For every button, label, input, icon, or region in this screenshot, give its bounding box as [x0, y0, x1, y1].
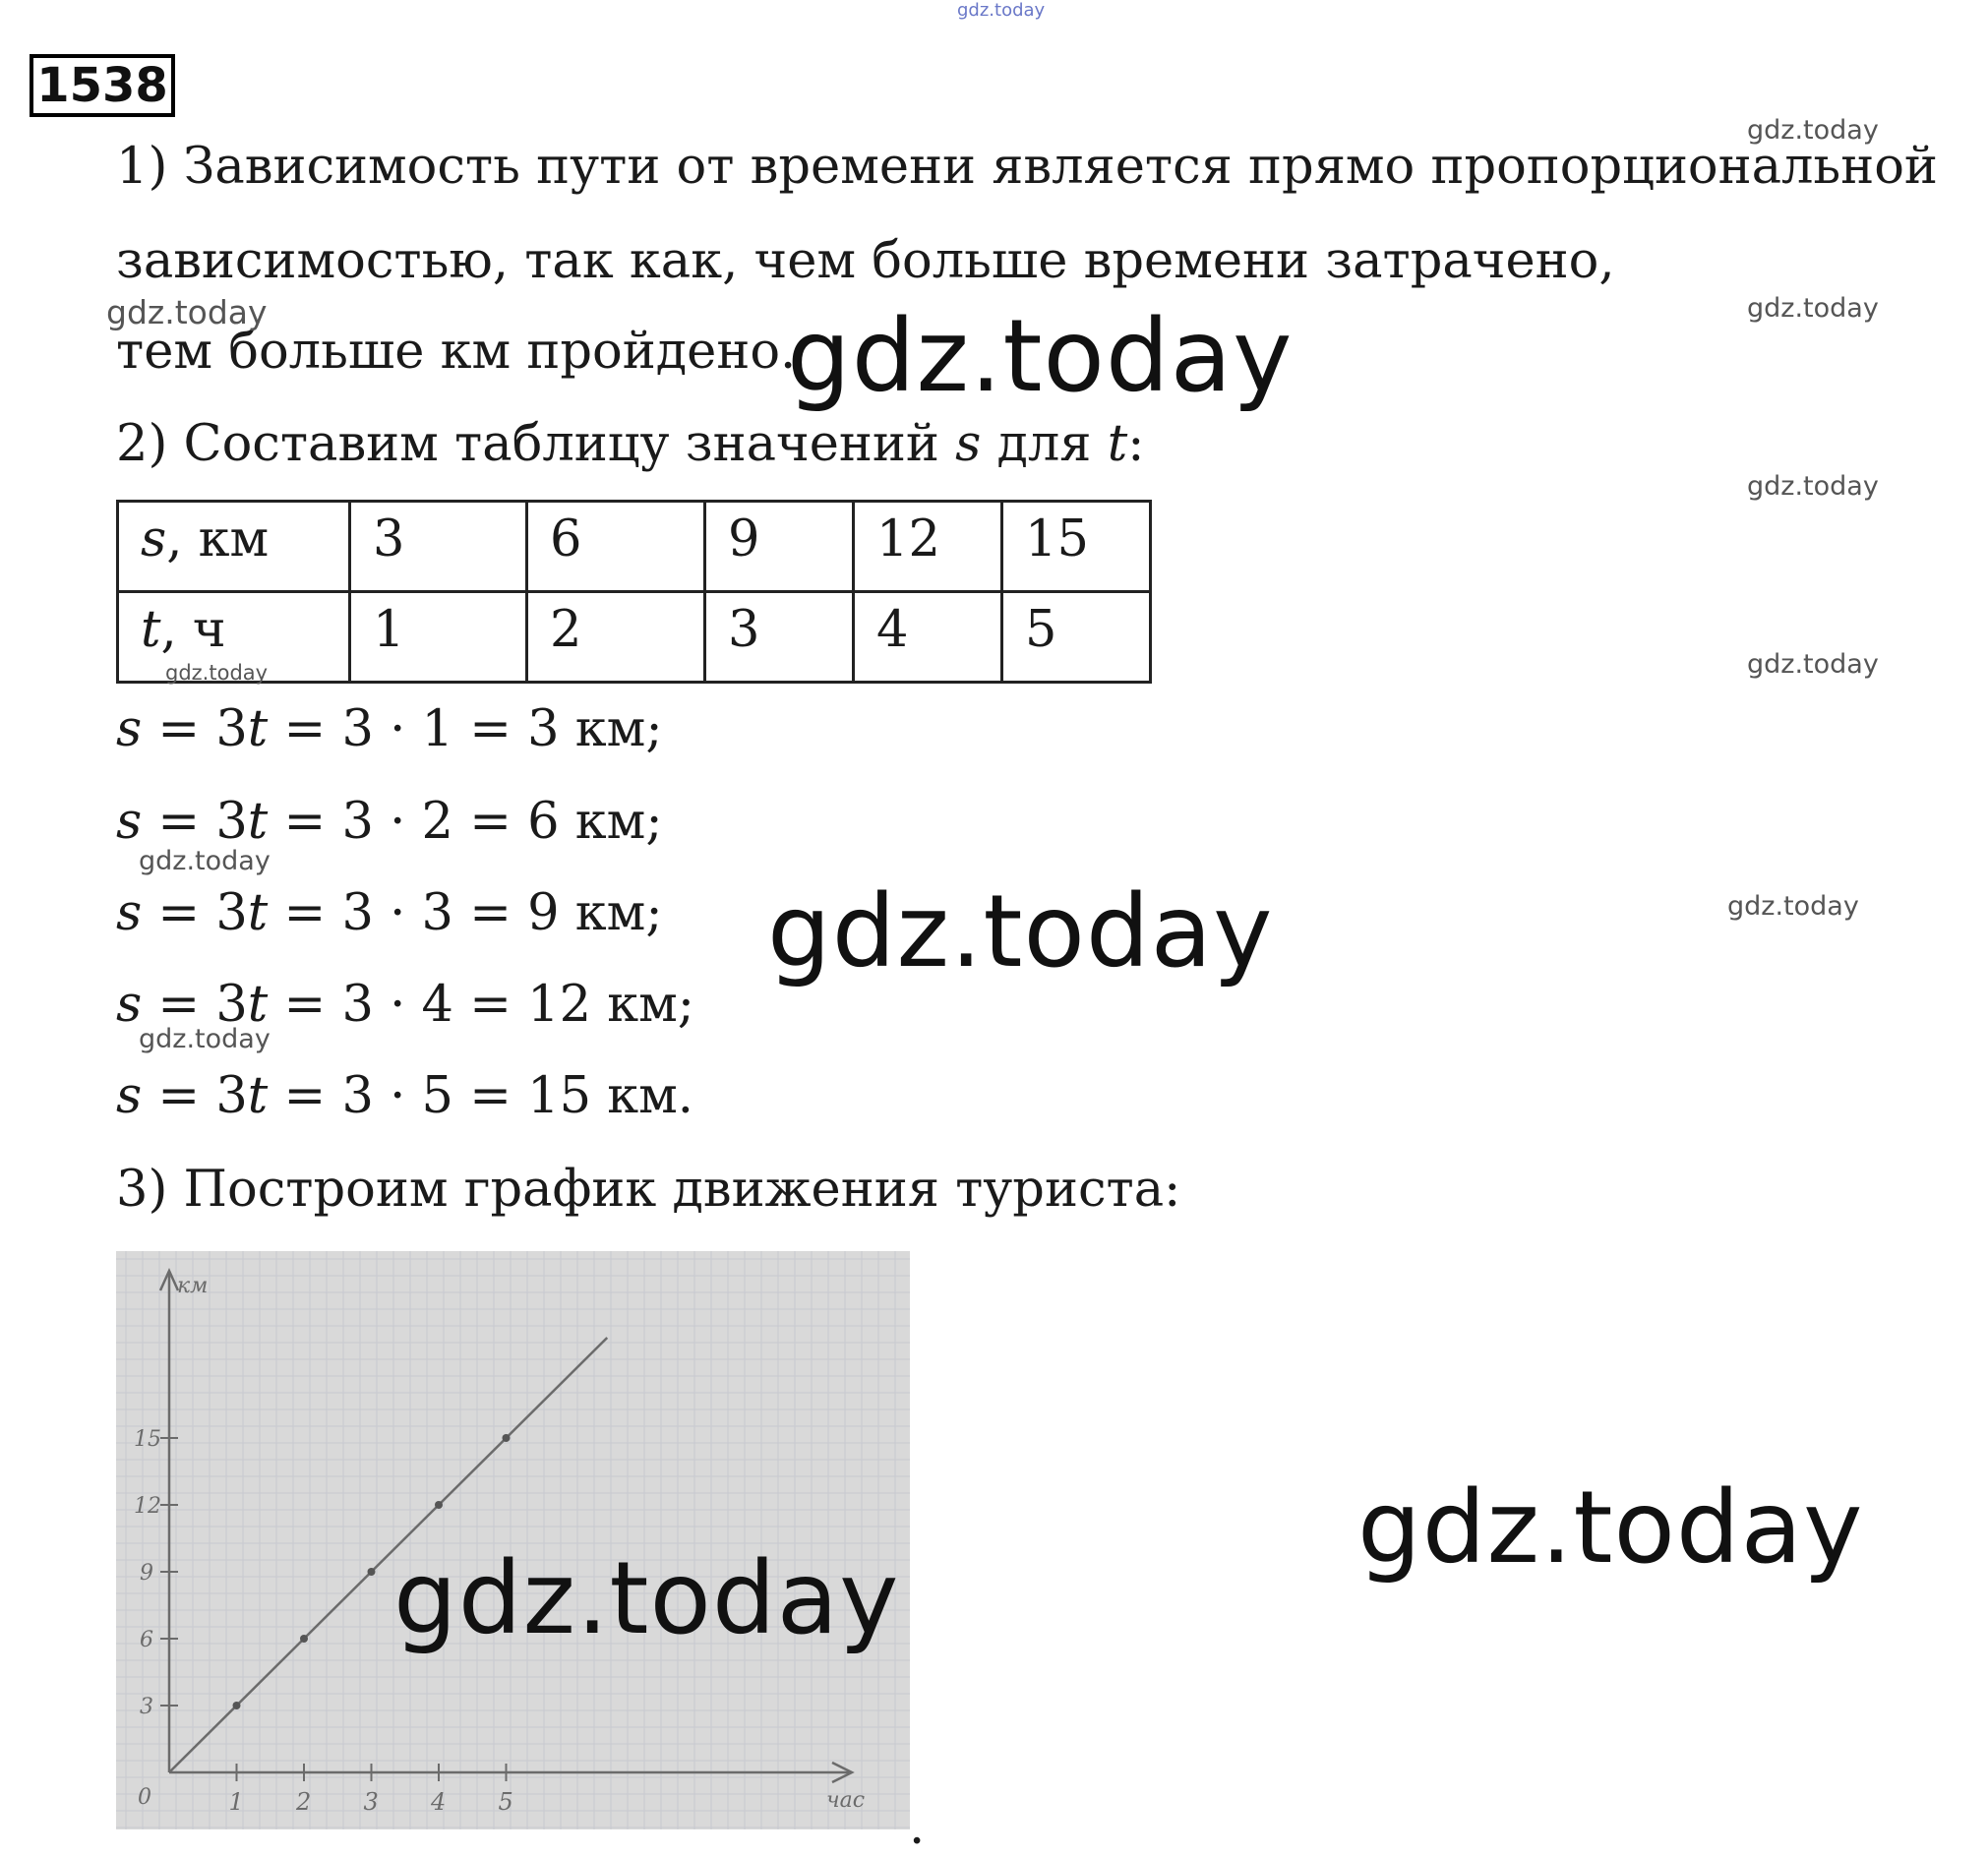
watermark-small: gdz.today	[1747, 471, 1879, 502]
watermark-small: gdz.today	[1747, 649, 1879, 680]
table-cell: 4	[854, 592, 1002, 683]
y-tick-label: 6	[140, 1628, 153, 1652]
paragraph-1-line-1: 1) Зависимость пути от времени является прямо пропорциональной	[116, 138, 1938, 196]
paragraph-2-mid: для	[981, 415, 1108, 473]
variable-s: s	[955, 415, 982, 473]
problem-number: 1538	[30, 54, 175, 117]
table-cell: 6	[527, 502, 705, 592]
paragraph-3: 3) Построим график движения туриста:	[116, 1161, 1181, 1219]
values-table	[116, 500, 1152, 684]
watermark-small: gdz.today	[106, 293, 268, 331]
table-row-t	[118, 592, 1151, 683]
watermark-small: gdz.today	[165, 661, 269, 685]
y-axis-label: км	[177, 1274, 209, 1298]
row-var-t: t	[141, 601, 161, 659]
table-row-s	[118, 502, 1151, 592]
y-tick-label: 3	[140, 1695, 153, 1719]
x-tick-label: 1	[228, 1788, 244, 1816]
watermark-big: gdz.today	[787, 298, 1294, 415]
table-cell: 2	[527, 592, 705, 683]
x-tick-label: 5	[498, 1788, 513, 1816]
table-cell: 3	[705, 592, 854, 683]
watermark-small: gdz.today	[1727, 891, 1859, 922]
paragraph-2	[116, 415, 1144, 474]
data-point	[503, 1434, 511, 1442]
x-tick-label: 4	[431, 1788, 447, 1816]
table-cell: 1	[350, 592, 527, 683]
equation-3: s = 3t = 3 · 3 = 9 км;	[116, 884, 663, 942]
watermark-big: gdz.today	[393, 1540, 900, 1657]
y-tick-label: 9	[140, 1561, 153, 1586]
table-cell: 9	[705, 502, 854, 592]
watermark-small: gdz.today	[139, 1024, 271, 1054]
equation-4: s = 3t = 3 · 4 = 12 км;	[116, 976, 694, 1034]
x-axis-label: час	[826, 1788, 866, 1813]
row-unit-km: , км	[166, 510, 270, 569]
table-cell: 3	[350, 502, 527, 592]
row-header-s	[118, 502, 350, 592]
equation-1: s = 3t = 3 · 1 = 3 км;	[116, 700, 663, 758]
paragraph-1-line-2: зависимостью, так как, чем больше времени затрачено,	[116, 232, 1615, 290]
watermark-small: gdz.today	[1747, 293, 1879, 324]
row-unit-h: , ч	[160, 601, 226, 659]
variable-t: t	[1107, 415, 1128, 473]
paragraph-1-line-3: тем больше км пройдено.	[116, 323, 797, 381]
y-tick-label: 15	[134, 1427, 161, 1452]
x-tick-label: 3	[363, 1788, 379, 1816]
watermark-small: gdz.today	[139, 846, 271, 876]
origin-label: 0	[138, 1785, 151, 1810]
watermark-small: gdz.today	[1747, 115, 1879, 146]
data-point	[300, 1635, 308, 1643]
table-cell: 12	[854, 502, 1002, 592]
row-var-s: s	[141, 510, 167, 569]
table-cell: 15	[1002, 502, 1151, 592]
x-tick-label: 2	[296, 1788, 312, 1816]
y-tick-label: 12	[134, 1494, 161, 1519]
data-point	[368, 1568, 376, 1576]
equation-2: s = 3t = 3 · 2 = 6 км;	[116, 793, 663, 851]
paragraph-2-suffix: :	[1127, 415, 1145, 473]
paragraph-2-prefix: 2) Составим таблицу значений	[116, 415, 956, 473]
data-point	[435, 1501, 443, 1509]
watermark-big: gdz.today	[1357, 1469, 1864, 1587]
watermark-big: gdz.today	[767, 873, 1274, 990]
trailing-dot: .	[909, 1798, 926, 1856]
watermark-top: gdz.today	[957, 0, 1046, 21]
equation-5: s = 3t = 3 · 5 = 15 км.	[116, 1067, 693, 1125]
table-cell: 5	[1002, 592, 1151, 683]
data-point	[233, 1702, 241, 1709]
